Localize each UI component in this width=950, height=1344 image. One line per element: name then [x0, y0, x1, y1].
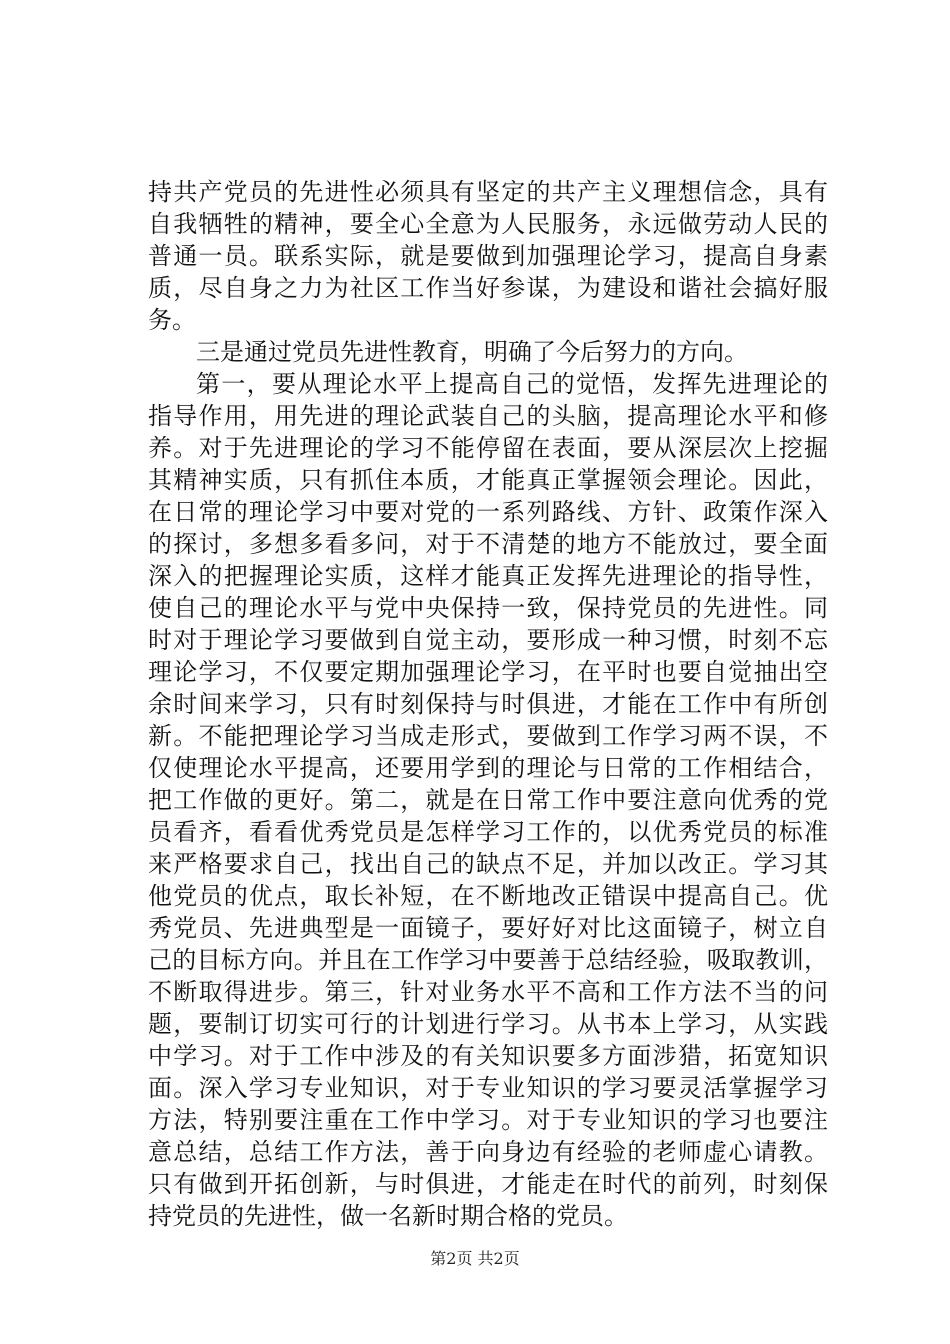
text-line: 第一，要从理论水平上提高自己的觉悟，发挥先进理论的	[196, 370, 828, 398]
text-line: 新。不能把理论学习当成走形式，要做到工作学习两不误，不	[148, 722, 828, 750]
text-line: 只有做到开拓创新，与时俱进，才能走在时代的前列，时刻保	[148, 1170, 828, 1198]
text-line: 题，要制订切实可行的计划进行学习。从书本上学习，从实践	[148, 1010, 828, 1038]
text-line: 质，尽自身之力为社区工作当好参谋，为建设和谐社会搞好服	[148, 274, 828, 302]
text-line: 他党员的优点，取长补短，在不断地改正错误中提高自己。优	[148, 882, 828, 910]
text-line: 深入的把握理论实质，这样才能真正发挥先进理论的指导性，	[148, 562, 828, 590]
text-line: 时对于理论学习要做到自觉主动，要形成一种习惯，时刻不忘	[148, 626, 828, 654]
text-line: 秀党员、先进典型是一面镜子，要好好对比这面镜子，树立自	[148, 914, 828, 942]
text-line: 不断取得进步。第三，针对业务水平不高和工作方法不当的问	[148, 978, 828, 1006]
text-line: 仅使理论水平提高，还要用学到的理论与日常的工作相结合，	[148, 754, 828, 782]
text-line: 的探讨，多想多看多问，对于不清楚的地方不能放过，要全面	[148, 530, 828, 558]
text-line: 自我牺牲的精神，要全心全意为人民服务，永远做劳动人民的	[148, 210, 828, 238]
text-line: 意总结，总结工作方法，善于向身边有经验的老师虚心请教。	[148, 1138, 828, 1166]
text-line: 方法，特别要注重在工作中学习。对于专业知识的学习也要注	[148, 1106, 828, 1134]
text-line: 养。对于先进理论的学习不能停留在表面，要从深层次上挖掘	[148, 434, 828, 462]
text-line: 理论学习，不仅要定期加强理论学习，在平时也要自觉抽出空	[148, 658, 828, 686]
text-line: 把工作做的更好。第二，就是在日常工作中要注意向优秀的党	[148, 786, 828, 814]
text-line: 中学习。对于工作中涉及的有关知识要多方面涉猎，拓宽知识	[148, 1042, 828, 1070]
text-line: 员看齐，看看优秀党员是怎样学习工作的，以优秀党员的标准	[148, 818, 828, 846]
text-line: 三是通过党员先进性教育，明确了今后努力的方向。	[196, 338, 748, 366]
text-line: 普通一员。联系实际，就是要做到加强理论学习，提高自身素	[148, 242, 828, 270]
text-line: 来严格要求自己，找出自己的缺点不足，并加以改正。学习其	[148, 850, 828, 878]
text-line: 指导作用，用先进的理论武装自己的头脑，提高理论水平和修	[148, 402, 828, 430]
page-number-label: 第2页 共2页	[430, 1249, 520, 1268]
text-line: 其精神实质，只有抓住本质，才能真正掌握领会理论。因此，	[148, 466, 828, 494]
text-line: 持党员的先进性，做一名新时期合格的党员。	[148, 1202, 628, 1230]
text-line: 己的目标方向。并且在工作学习中要善于总结经验，吸取教训，	[148, 946, 828, 974]
document-body	[148, 176, 828, 1232]
text-line: 务。	[148, 306, 196, 334]
text-line: 余时间来学习，只有时刻保持与时俱进，才能在工作中有所创	[148, 690, 828, 718]
text-line: 面。深入学习专业知识，对于专业知识的学习要灵活掌握学习	[148, 1074, 828, 1102]
text-line: 使自己的理论水平与党中央保持一致，保持党员的先进性。同	[148, 594, 828, 622]
text-line: 持共产党员的先进性必须具有坚定的共产主义理想信念，具有	[148, 178, 828, 206]
text-line: 在日常的理论学习中要对党的一系列路线、方针、政策作深入	[148, 498, 828, 526]
page-footer	[0, 1246, 950, 1269]
